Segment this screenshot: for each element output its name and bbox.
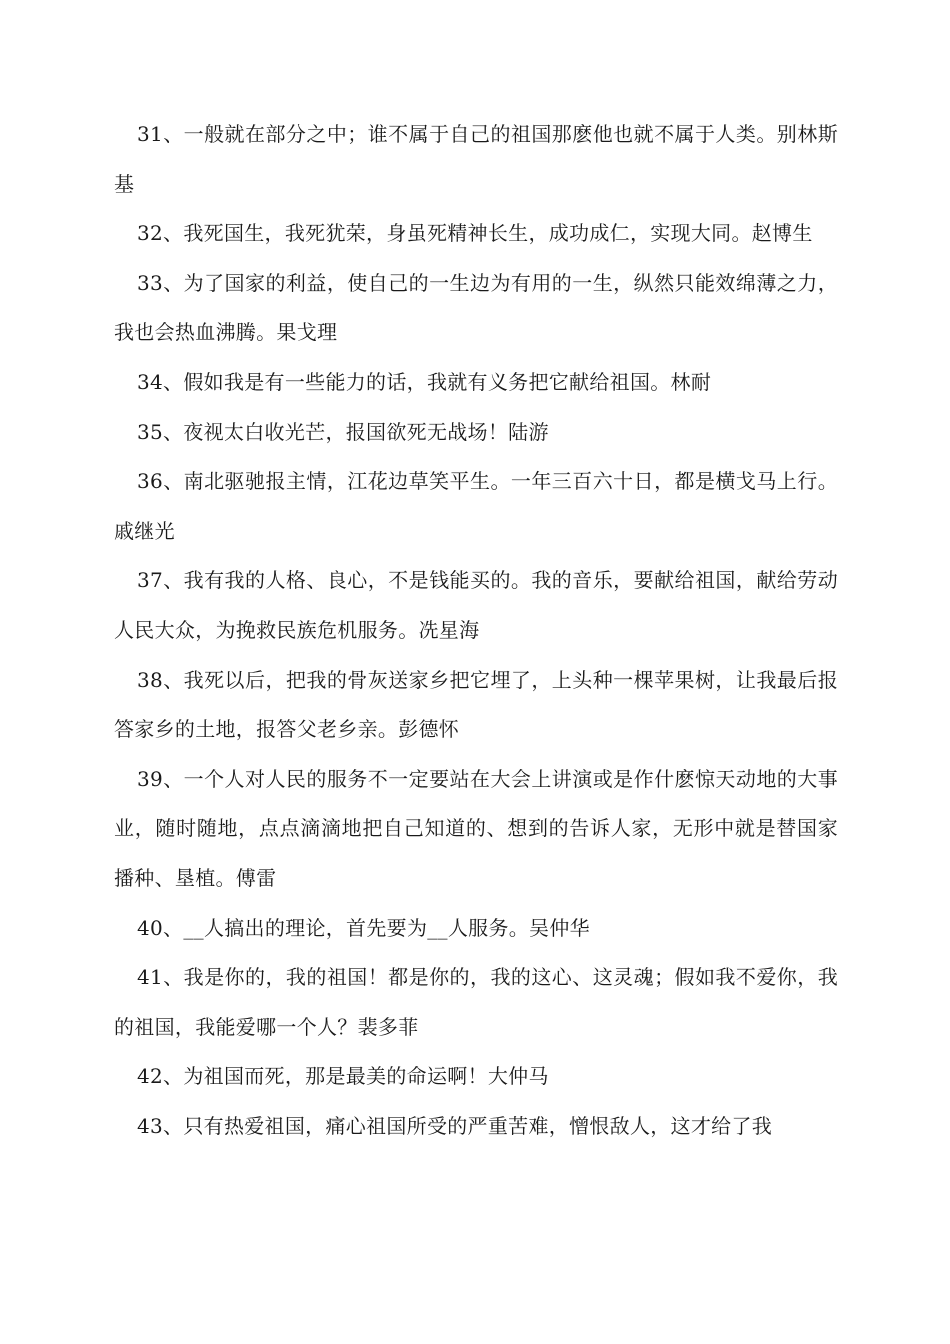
quote-paragraph-34: 34、假如我是有一些能力的话，我就有义务把它献给祖国。林耐 [137,369,712,394]
quote-paragraph-39: 39、一个人对人民的服务不一定要站在大会上讲演或是作什麽惊天动地的大事业，随时随地，点点滴滴地把自己知道的、想到的告诉人家，无形中就是替国家播种、垦植。傅雷 [114,766,838,890]
quote-paragraph-35: 35、夜视太白收光芒，报国欲死无战场！陆游 [137,419,549,444]
quote-paragraph-38: 38、我死以后，把我的骨灰送家乡把它埋了，上头种一棵苹果树，让我最后报答家乡的土地，报答父老乡亲。彭德怀 [114,667,838,742]
quote-paragraph-33: 33、为了国家的利益，使自己的一生边为有用的一生，纵然只能效绵薄之力，我也会热血沸腾。果戈理 [114,270,838,345]
quote-paragraph-36: 36、南北驱驰报主情，江花边草笑平生。一年三百六十日，都是横戈马上行。戚继光 [114,469,838,543]
quote-paragraph-31: 31、一般就在部分之中；谁不属于自己的祖国那麽他也就不属于人类。别林斯基 [114,122,838,196]
quote-paragraph-40: 40、__人搞出的理论，首先要为__人服务。吴仲华 [137,915,590,940]
quote-paragraph-42: 42、为祖国而死，那是最美的命运啊！大仲马 [137,1064,549,1089]
quote-paragraph-37: 37、我有我的人格、良心，不是钱能买的。我的音乐，要献给祖国，献给劳动人民大众，为挽救民族危机服务。冼星海 [114,568,838,642]
document-body [114,110,838,1151]
quote-paragraph-41: 41、我是你的，我的祖国！都是你的，我的这心、这灵魂；假如我不爱你，我的祖国，我能爱哪一个人？裴多菲 [114,965,838,1039]
quote-paragraph-43: 43、只有热爱祖国，痛心祖国所受的严重苦难，憎恨敌人，这才给了我 [137,1113,773,1138]
quote-paragraph-32: 32、我死国生，我死犹荣，身虽死精神长生，成功成仁，实现大同。赵博生 [137,221,813,246]
